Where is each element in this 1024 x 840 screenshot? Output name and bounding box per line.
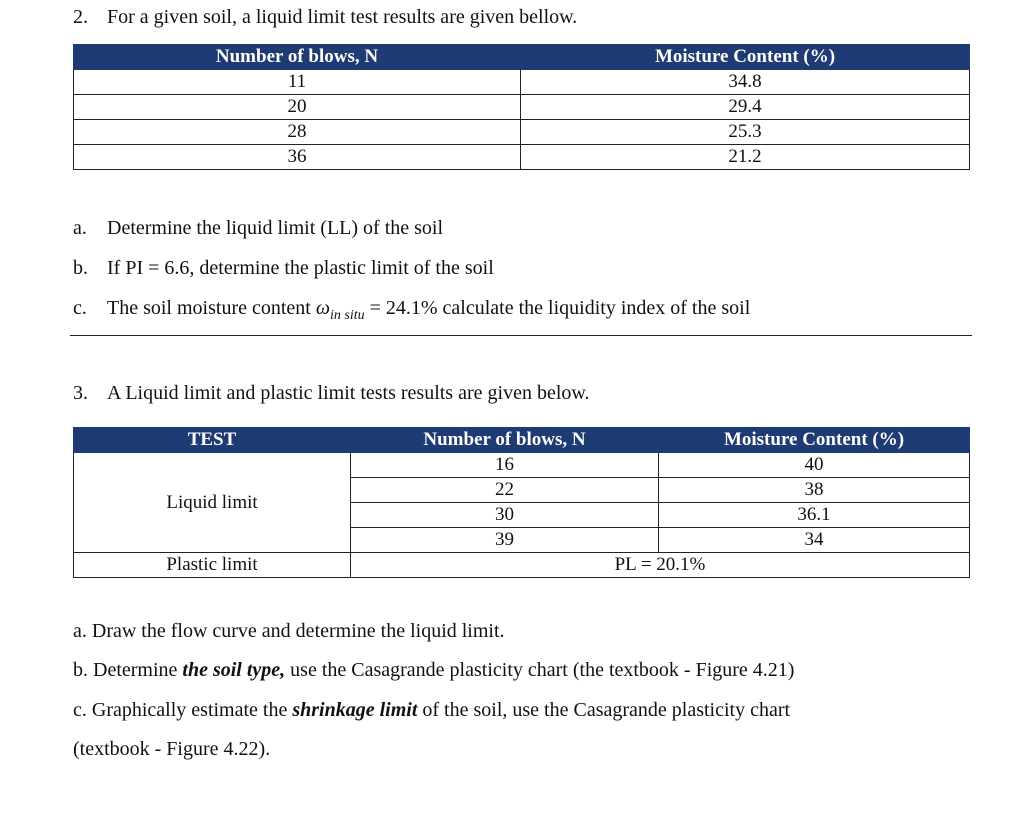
table-row [74, 145, 970, 170]
table-row [74, 553, 970, 578]
q2-part-b [73, 255, 494, 281]
q2-cell-blows: 36 [74, 145, 521, 170]
q2-cell-blows: 11 [74, 70, 521, 95]
q3-part-b-suffix: use the Casagrande plasticity chart (the textbook - Figure 4.21) [285, 659, 795, 681]
q3-part-b-emphasis: the soil type, [182, 659, 286, 681]
q3-statement: A Liquid limit and plastic limit tests results are given below. [107, 382, 590, 404]
q3-part-c-prefix: c. Graphically estimate the [73, 699, 293, 721]
q2-part-c [73, 295, 750, 329]
q2-part-a-label: a. [73, 217, 87, 239]
q2-header-blows: Number of blows, N [74, 45, 521, 70]
q2-cell-blows: 20 [74, 95, 521, 120]
q3-cell-blows: 30 [351, 503, 659, 528]
q3-part-c-suffix: of the soil, use the Casagrande plasticity chart [417, 699, 791, 721]
q2-heading [73, 4, 577, 30]
q3-cell-moisture: 40 [659, 453, 970, 478]
q2-cell-moisture: 21.2 [521, 145, 970, 170]
q2-cell-moisture: 29.4 [521, 95, 970, 120]
q3-table [73, 427, 970, 578]
q2-part-a [73, 215, 443, 241]
q2-part-c-label: c. [73, 297, 87, 319]
q2-table [73, 44, 970, 170]
q2-number: 2. [73, 6, 88, 28]
q3-part-b-prefix: b. Determine [73, 659, 183, 681]
q3-part-b [73, 657, 794, 683]
section-divider [70, 335, 972, 336]
omega-symbol: ω [315, 297, 330, 319]
liquid-limit-label: Liquid limit [74, 453, 351, 553]
table-row [74, 70, 970, 95]
q2-statement: For a given soil, a liquid limit test results are given bellow. [107, 6, 578, 28]
q2-part-c-prefix: The soil moisture content [107, 297, 316, 319]
q3-header-moisture: Moisture Content (%) [659, 428, 970, 453]
q2-cell-moisture: 34.8 [521, 70, 970, 95]
q2-table-header [74, 45, 970, 70]
q3-table-header [74, 428, 970, 453]
q3-number: 3. [73, 382, 88, 404]
q3-part-c-emphasis: shrinkage limit [292, 699, 418, 721]
plastic-limit-value: PL = 20.1% [351, 553, 970, 578]
q3-cell-moisture: 34 [659, 528, 970, 553]
table-row [74, 120, 970, 145]
q2-part-a-text: Determine the liquid limit (LL) of the soil [107, 217, 444, 239]
q2-part-b-text: If PI = 6.6, determine the plastic limit of the soil [107, 257, 494, 279]
q3-header-blows: Number of blows, N [351, 428, 659, 453]
table-row [74, 453, 970, 478]
q2-header-moisture: Moisture Content (%) [521, 45, 970, 70]
q3-heading [73, 380, 590, 406]
in-situ-subscript: in situ [329, 308, 365, 323]
q3-cell-blows: 22 [351, 478, 659, 503]
q2-cell-moisture: 25.3 [521, 120, 970, 145]
q2-cell-blows: 28 [74, 120, 521, 145]
q2-part-b-label: b. [73, 257, 88, 279]
q3-cell-moisture: 38 [659, 478, 970, 503]
table-row [74, 95, 970, 120]
q3-cell-blows: 16 [351, 453, 659, 478]
q3-part-a: a. Draw the flow curve and determine the liquid limit. [73, 620, 505, 642]
q3-part-c-line2: (textbook - Figure 4.22). [73, 738, 271, 760]
q3-part-c [73, 697, 790, 723]
q3-header-test: TEST [74, 428, 351, 453]
q3-cell-blows: 39 [351, 528, 659, 553]
q2-part-c-suffix: = 24.1% calculate the liquidity index of the soil [364, 297, 751, 319]
plastic-limit-label: Plastic limit [74, 553, 351, 578]
q3-cell-moisture: 36.1 [659, 503, 970, 528]
